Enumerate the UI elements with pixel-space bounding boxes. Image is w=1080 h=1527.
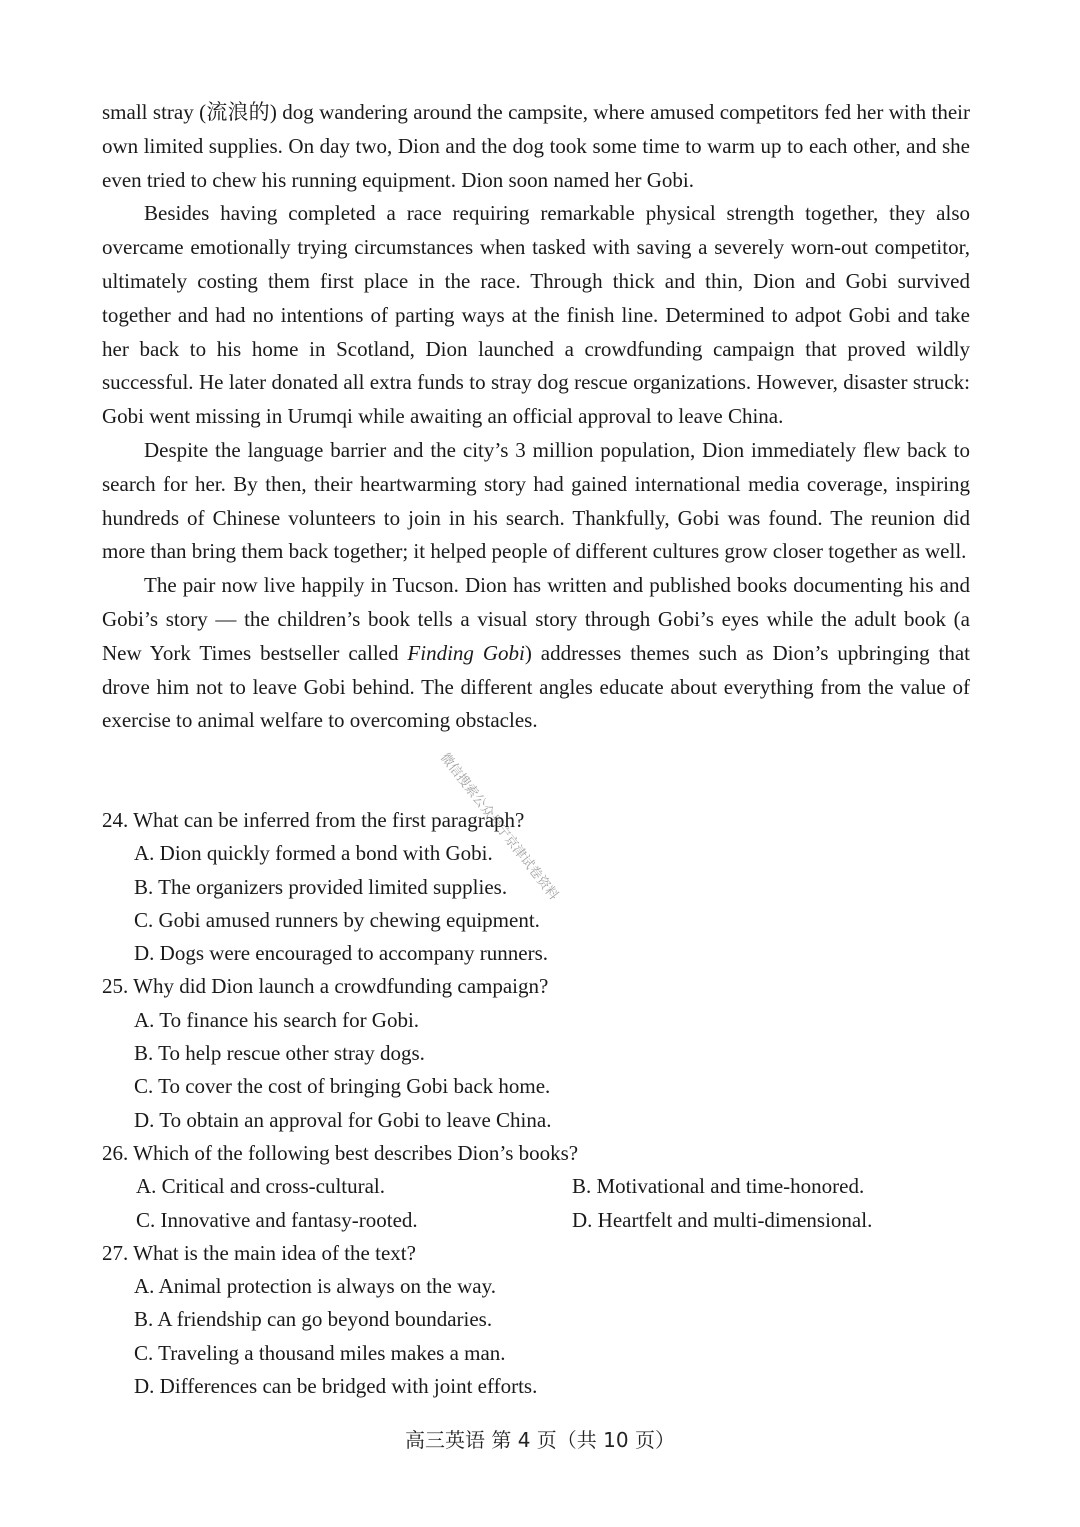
paragraph-4-text-start: The pair now live happily in Tucson. Dion has written and published books documenting his and Gobi’s story — the children’s book tells a visual story through Gobi’s eyes while the adult book (a New York Times bestseller called [102, 573, 970, 665]
option-d: D. Heartfelt and multi-dimensional. [572, 1207, 873, 1232]
question-25 [102, 970, 970, 1136]
option-c: C. Traveling a thousand miles makes a man. [134, 1340, 506, 1365]
option-b: B. To help rescue other stray dogs. [134, 1041, 425, 1066]
option-c: C. Innovative and fantasy-rooted. [136, 1207, 418, 1232]
option-a: A. To finance his search for Gobi. [134, 1007, 420, 1032]
question-24 [102, 804, 970, 970]
reading-passage [102, 96, 970, 738]
paragraph-4-text-end: ) addresses themes such as Dion’s upbringing that drove him not to leave Gobi behind. The different angles educate about everything from the value of exercise to animal welfare to overcoming obstacles. [102, 640, 970, 733]
option-row [102, 1170, 970, 1203]
option-c: C. To cover the cost of bringing Gobi back home. [134, 1074, 551, 1099]
passage-paragraph-2: Besides having completed a race requiring remarkable physical strength together, they also overcame emotionally trying circumstances when tasked with saving a severely worn-out competitor, ultimately costing them first place in the race. Through thick and thin, Dion and Gobi survived together and had no intentions of parting ways at the finish line. Determined to adpot Gobi and take her back to his home in Scotland, Dion launched a crowdfunding campaign that proved wildly successful. He later donated all extra funds to stray dog rescue organizations. However, disaster struck: Gobi went missing in Urumqi while awaiting an official approval to leave China. [102, 201, 970, 429]
option-b: B. The organizers provided limited supplies. [134, 874, 508, 899]
option-b: B. A friendship can go beyond boundaries. [134, 1307, 493, 1332]
question-stem: 24. What can be inferred from the first paragraph? [102, 808, 525, 832]
option-row [102, 1204, 970, 1237]
question-section [102, 804, 970, 1403]
question-26 [102, 1137, 970, 1237]
option-a: A. Dion quickly formed a bond with Gobi. [134, 841, 493, 866]
passage-paragraph-1: small stray (流浪的) dog wandering around the campsite, where amused competitors fed her with their own limited supplies. On day two, Dion and the dog took some time to warm up to each other, and she even tried to chew his running equipment. Dion soon named her Gobi. [102, 100, 970, 192]
option-c: C. Gobi amused runners by chewing equipment. [134, 907, 540, 932]
option-a: A. Critical and cross-cultural. [136, 1174, 386, 1199]
question-stem: 26. Which of the following best describes Dion’s books? [102, 1140, 579, 1165]
option-d: D. Dogs were encouraged to accompany runners. [134, 941, 549, 966]
passage-paragraph-4 [102, 569, 970, 738]
page-footer: 高三英语 第 4 页（共 10 页） [405, 1428, 675, 1452]
option-b: B. Motivational and time-honored. [572, 1174, 865, 1199]
question-27 [102, 1237, 970, 1403]
question-stem: 27. What is the main idea of the text? [102, 1240, 416, 1265]
passage-paragraph-3: Despite the language barrier and the city’s 3 million population, Dion immediately flew back to search for her. By then, their heartwarming story had gained international media coverage, inspiring hundreds of Chinese volunteers to join in his search. Thankfully, Gobi was found. The reunion did more than bring them back together; it helped people of different cultures grow closer together as well. [102, 437, 970, 564]
option-a: A. Animal protection is always on the way. [134, 1274, 496, 1299]
option-d: D. To obtain an approval for Gobi to leave China. [134, 1107, 552, 1132]
watermark: 微信搜索公众号宁京津试卷资料 [437, 750, 561, 904]
book-title: Finding Gobi [407, 640, 525, 665]
question-stem: 25. Why did Dion launch a crowdfunding campaign? [102, 974, 549, 999]
option-d: D. Differences can be bridged with joint efforts. [134, 1374, 538, 1399]
